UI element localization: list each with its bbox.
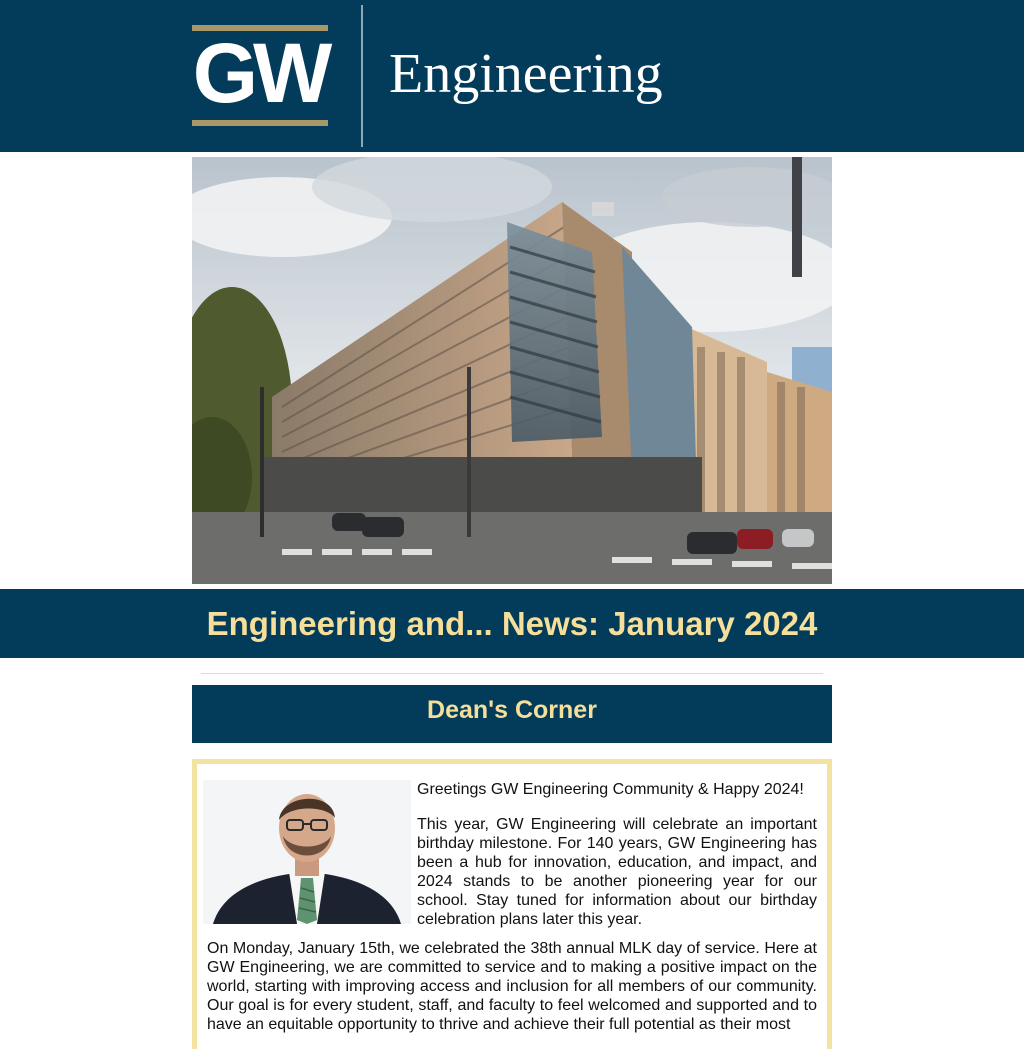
deans-paragraph-1: This year, GW Engineering will celebrate an important birthday milestone. For 140 years, GW Engineering has been a hub for innovation, education, and impact, and 2024 stands to be another pioneering year for our school. Stay tuned for information about our birthday celebration plans later this year.	[417, 816, 817, 928]
gw-logo[interactable]	[192, 25, 328, 127]
building-photo	[192, 157, 832, 584]
dean-portrait-photo	[203, 780, 411, 924]
logo-monogram: GW	[192, 26, 328, 120]
deans-greeting: Greetings GW Engineering Community & Happy 2024!	[417, 781, 804, 798]
hero-building-image[interactable]	[192, 157, 832, 584]
deans-corner-header	[192, 685, 832, 743]
newsletter-title: Engineering and... News: January 2024	[206, 605, 818, 642]
dean-portrait[interactable]	[203, 780, 411, 924]
deans-paragraph-2: On Monday, January 15th, we celebrated the 38th annual MLK day of service. Here at GW Engineering, we are committed to service and to making a positive impact on the world, starting with improving access and inclusion for all members of our community. Our goal is for every student, staff, and faculty to feel welcomed and supported and to have an equitable opportunity to thrive and achieve their full potential as their most	[207, 940, 817, 1033]
deans-corner-box	[192, 759, 832, 1049]
logo-bottom-bar	[192, 120, 328, 126]
logo-wordmark: Engineering	[389, 43, 663, 105]
newsletter-title-band	[0, 589, 1024, 658]
deans-corner-title: Dean's Corner	[427, 696, 597, 724]
divider-rule	[201, 673, 823, 674]
email-header	[0, 0, 1024, 152]
logo-divider	[361, 5, 363, 147]
